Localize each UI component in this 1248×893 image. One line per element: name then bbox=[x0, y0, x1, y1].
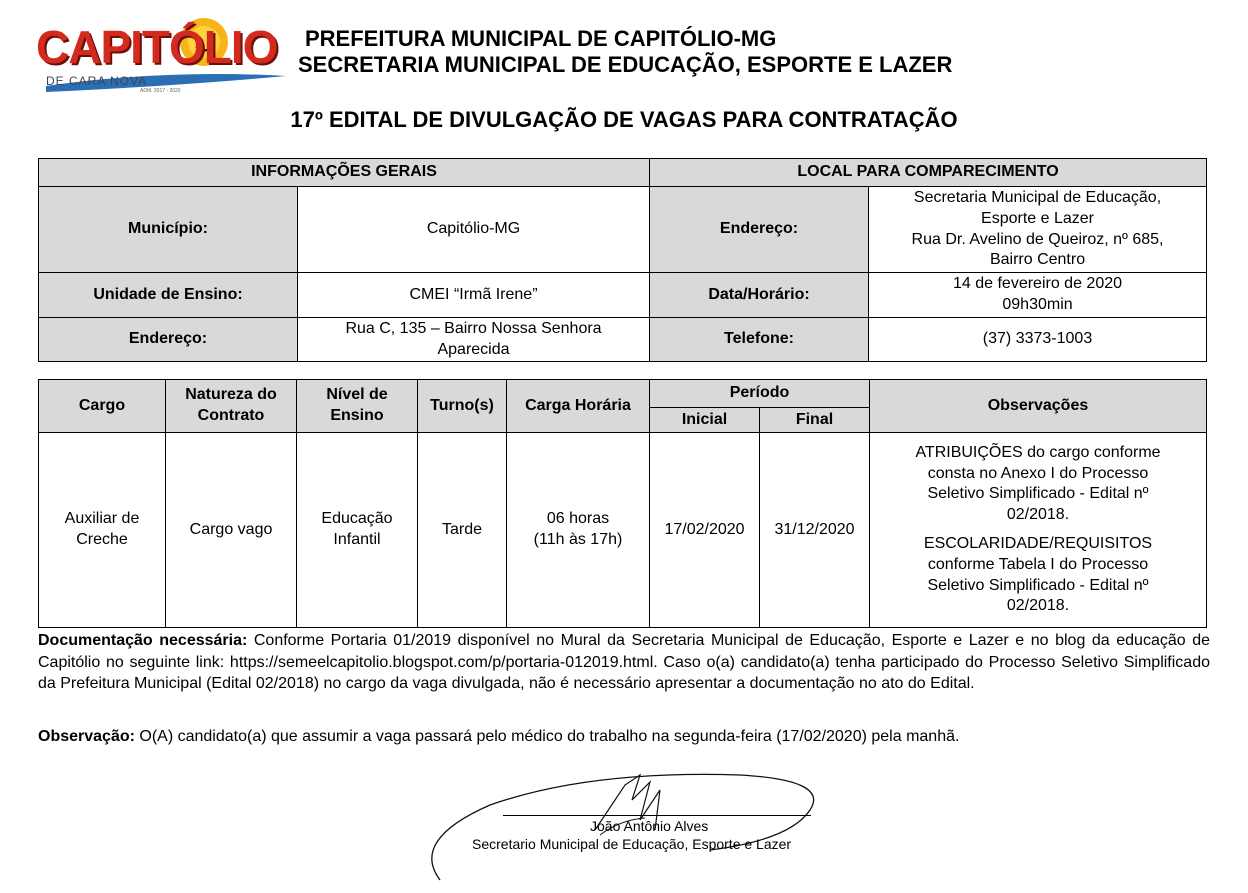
logo-text: CAPITÓLIO bbox=[36, 21, 278, 73]
obs-line: ESCOLARIDADE/REQUISITOS bbox=[923, 535, 1153, 552]
header-line: Contrato bbox=[197, 407, 265, 424]
obs-line: Seletivo Simplificado - Edital nº bbox=[927, 485, 1149, 503]
attendance-location-header: LOCAL PARA COMPARECIMENTO bbox=[650, 159, 1207, 187]
phone-value: (37) 3373-1003 bbox=[869, 317, 1207, 362]
cell-natureza: Cargo vago bbox=[166, 433, 297, 628]
observation-paragraph bbox=[38, 726, 1210, 748]
school-unit-value: CMEI “Irmã Irene” bbox=[298, 273, 650, 318]
address-line: Bairro Centro bbox=[989, 251, 1086, 269]
obs-line: 02/2018. bbox=[1006, 597, 1070, 615]
cell-line: Educação bbox=[321, 510, 393, 528]
obs-line: Seletivo Simplificado - Edital nº bbox=[927, 576, 1149, 594]
date-line: 14 de fevereiro de 2020 bbox=[953, 275, 1123, 293]
header-line-1: PREFEITURA MUNICIPAL DE CAPITÓLIO-MG bbox=[305, 26, 777, 51]
obs-line: conforme Tabela I do Processo bbox=[927, 555, 1149, 573]
cell-carga bbox=[507, 433, 650, 628]
header-line: Ensino bbox=[330, 407, 384, 424]
header-line-2: SECRETARIA MUNICIPAL DE EDUCAÇÃO, ESPORTE E LAZER bbox=[298, 52, 953, 77]
obs-line: 02/2018. bbox=[1006, 506, 1070, 524]
col-header-periodo: Período bbox=[650, 380, 870, 408]
documentation-text: Conforme Portaria 01/2019 disponível no Mural da Secretaria Municipal de Educação, Esporte e Lazer e no blog da educação de Capitólio no seguinte link: https://semeelcapitolio.blogspot.com/p/portaria-012019.html. Caso o(a) candidato(a) tenha participado do Processo Seletivo Simplificado da Prefeitura Municipal (Edital 02/2018) no cargo da vaga divulgada, não é necessário apresentar a documentação no ato do Edital. bbox=[38, 632, 1210, 693]
vacancy-table bbox=[38, 379, 1207, 628]
general-info-table bbox=[38, 158, 1207, 362]
cell-final: 31/12/2020 bbox=[760, 433, 870, 628]
cell-line: Infantil bbox=[333, 531, 381, 548]
col-header-observacoes: Observações bbox=[870, 380, 1207, 433]
col-header-final: Final bbox=[760, 408, 870, 433]
documentation-paragraph bbox=[38, 630, 1210, 695]
capitolio-logo bbox=[36, 14, 296, 94]
logo-small-text: ADM. 2017 - 2020 bbox=[140, 88, 181, 94]
table-row bbox=[39, 433, 1207, 628]
cell-line: (11h às 17h) bbox=[533, 531, 623, 548]
address-line: Secretaria Municipal de Educação, bbox=[913, 189, 1162, 206]
documentation-label: Documentação necessária: bbox=[38, 632, 248, 649]
observation-label: Observação: bbox=[38, 728, 135, 745]
document-title: 17º EDITAL DE DIVULGAÇÃO DE VAGAS PARA CONTRATAÇÃO bbox=[290, 107, 958, 132]
logo-subtitle: DE CARA NOVA bbox=[46, 74, 148, 88]
cell-line: 06 horas bbox=[546, 510, 610, 528]
date-time-value bbox=[869, 273, 1207, 318]
cell-line: Auxiliar de bbox=[64, 510, 140, 528]
col-header-natureza bbox=[166, 380, 297, 433]
municipality-value: Capitólio-MG bbox=[298, 187, 650, 273]
location-address-value bbox=[869, 187, 1207, 273]
time-line: 09h30min bbox=[1002, 295, 1073, 313]
col-header-carga: Carga Horária bbox=[507, 380, 650, 433]
header-line: Nível de bbox=[326, 386, 388, 404]
municipality-label: Município: bbox=[39, 187, 298, 273]
address-line: Aparecida bbox=[437, 340, 510, 358]
col-header-turno: Turno(s) bbox=[418, 380, 507, 433]
obs-line: consta no Anexo I do Processo bbox=[927, 464, 1149, 482]
observation-text: O(A) candidato(a) que assumir a vaga passará pelo médico do trabalho na segunda-feira (17/02/2020) pela manhã. bbox=[134, 728, 960, 745]
obs-line: ATRIBUIÇÕES do cargo conforme bbox=[915, 443, 1161, 461]
general-info-header: INFORMAÇÕES GERAIS bbox=[39, 159, 650, 187]
col-header-inicial: Inicial bbox=[650, 408, 760, 433]
school-unit-label: Unidade de Ensino: bbox=[39, 273, 298, 318]
cell-nivel bbox=[297, 433, 418, 628]
school-address-label: Endereço: bbox=[39, 317, 298, 362]
address-line: Esporte e Lazer bbox=[981, 209, 1094, 227]
cell-cargo bbox=[39, 433, 166, 628]
signer-role: Secretario Municipal de Educação, Esporte e Lazer bbox=[472, 836, 792, 852]
col-header-nivel bbox=[297, 380, 418, 433]
signature-line bbox=[503, 815, 811, 816]
col-header-cargo: Cargo bbox=[39, 380, 166, 433]
phone-label: Telefone: bbox=[650, 317, 869, 362]
cell-observacoes bbox=[870, 433, 1207, 628]
school-address-value bbox=[298, 317, 650, 362]
signer-name: João Antônio Alves bbox=[590, 818, 709, 834]
date-time-label: Data/Horário: bbox=[650, 273, 869, 318]
location-address-label: Endereço: bbox=[650, 187, 869, 273]
cell-turno: Tarde bbox=[418, 433, 507, 628]
address-line: Rua C, 135 – Bairro Nossa Senhora bbox=[345, 319, 602, 337]
header-line: Natureza do bbox=[185, 386, 277, 404]
cell-line: Creche bbox=[76, 531, 128, 548]
cell-inicial: 17/02/2020 bbox=[650, 433, 760, 628]
address-line: Rua Dr. Avelino de Queiroz, nº 685, bbox=[911, 230, 1164, 248]
